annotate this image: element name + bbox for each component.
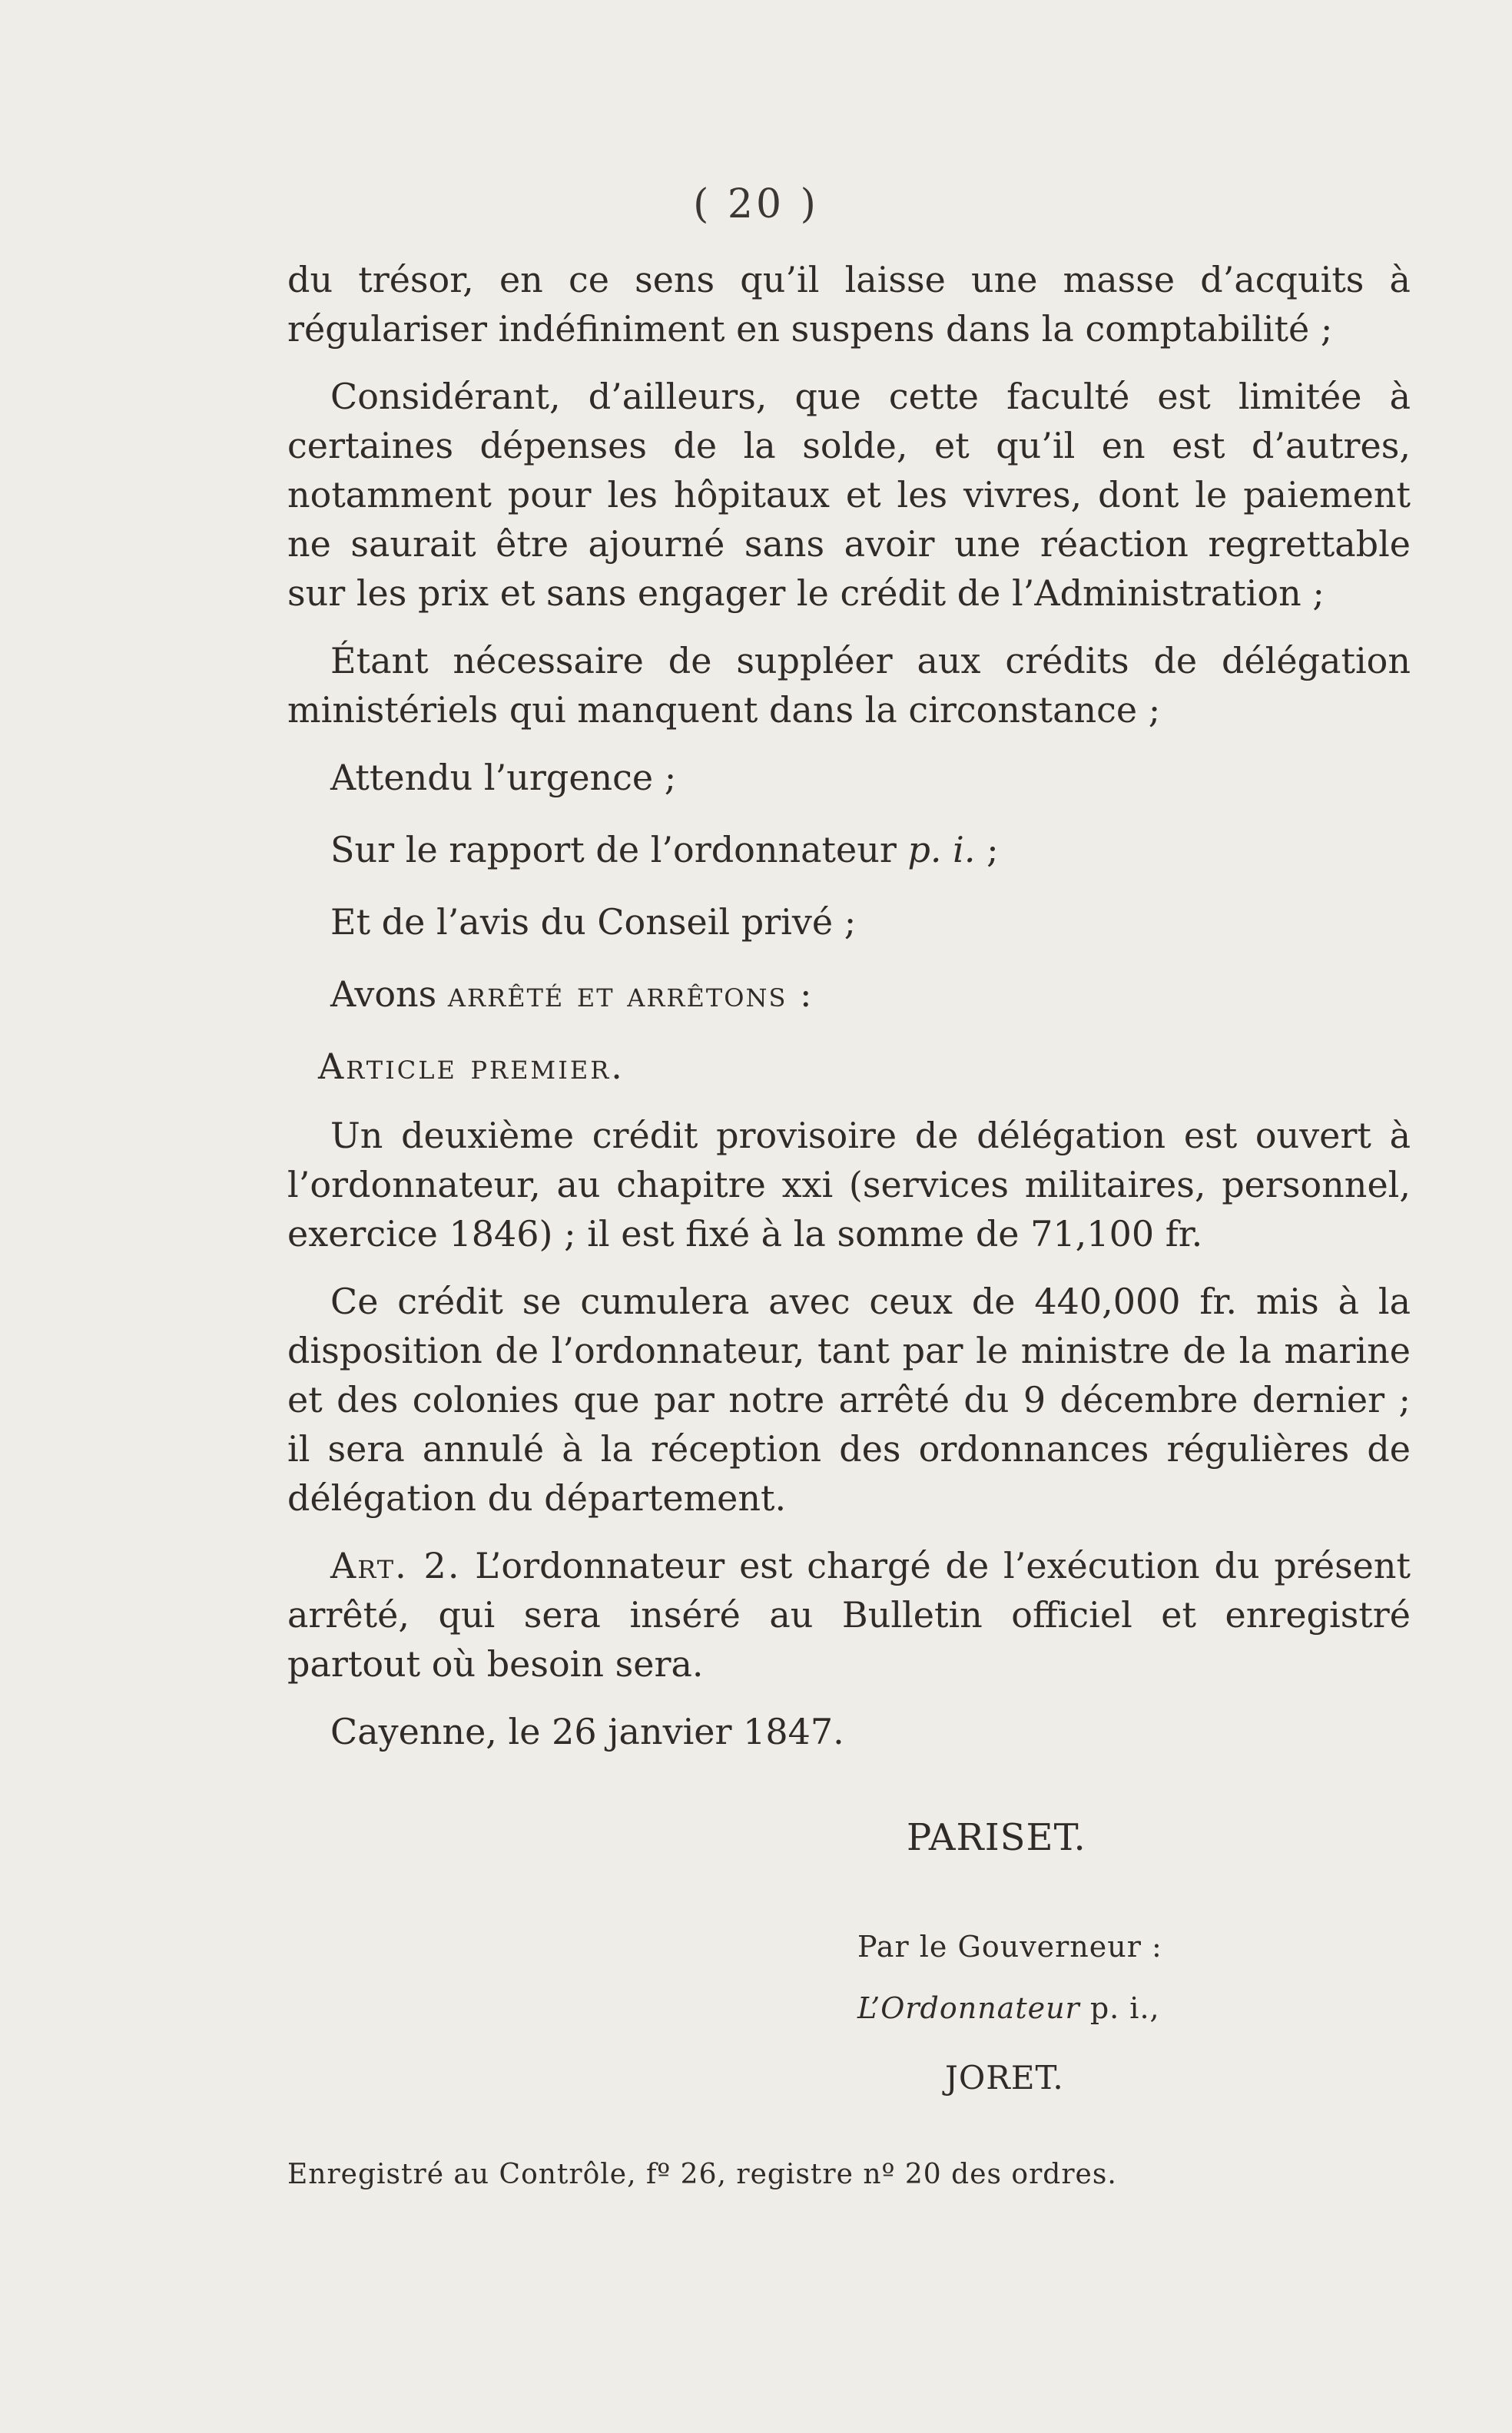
paragraph: Considérant, d’ailleurs, que cette faculté est limitée à certaines dépenses de la solde, et qu’il en est d’autres, notamment pour les hôpitaux et les vivres, dont le paiement ne saurait être ajourné sans avoir une réaction regrettable sur les prix et sans engager le crédit de l’Administration ;	[287, 376, 1411, 614]
ordonnateur-line	[857, 1991, 1160, 2025]
document-body	[287, 255, 1411, 1775]
article-label: Art. 2.	[330, 1545, 461, 1586]
paragraph: Cayenne, le 26 janvier 1847.	[330, 1711, 844, 1752]
paragraph: Attendu l’urgence ;	[330, 757, 677, 798]
paragraph-text: ;	[975, 829, 999, 870]
paragraph-text: Avons	[330, 973, 437, 1015]
paragraph-smallcaps-text: arrêté et arrêtons :	[447, 973, 814, 1015]
paragraph: Et de l’avis du Conseil privé ;	[330, 901, 857, 943]
paragraph	[287, 1541, 1411, 1689]
paragraph: du trésor, en ce sens qu’il laisse une masse d’acquits à régulariser indéfiniment en suspens dans la comptabilité ;	[287, 259, 1411, 350]
registration-note: Enregistré au Contrôle, fº 26, registre nº 20 des ordres.	[287, 2159, 1117, 2190]
ordonnateur-title: L’Ordonnateur	[857, 1991, 1080, 2025]
paragraph-text: L’ordonnateur est chargé de l’exécution du présent arrêté, qui sera inséré au Bulletin officiel et enregistré partout où besoin sera.	[287, 1545, 1411, 1685]
article-heading: Article premier.	[318, 1046, 625, 1087]
paragraph-italic-text: p. i.	[907, 829, 976, 870]
ordonnateur-suffix: p. i.,	[1079, 1991, 1160, 2025]
page-number: ( 20 )	[693, 181, 819, 227]
paragraph-text: Sur le rapport de l’ordonnateur	[330, 829, 908, 870]
paragraph: Un deuxième crédit provisoire de délégation est ouvert à l’ordonnateur, au chapitre xxi (services militaires, personnel, exercice 1846) ; il est fixé à la somme de 71,100 fr.	[287, 1115, 1411, 1255]
by-governor-line: Par le Gouverneur :	[857, 1930, 1162, 1964]
signer-name: PARISET.	[907, 1816, 1086, 1859]
ordonnateur-name: JORET.	[945, 2059, 1064, 2097]
paragraph: Ce crédit se cumulera avec ceux de 440,000 fr. mis à la disposition de l’ordonnateur, tant par le ministre de la marine et des colonies que par notre arrêté du 9 décembre dernier ; il sera annulé à la réception des ordonnances régulières de délégation du département.	[287, 1281, 1411, 1519]
paragraph: Étant nécessaire de suppléer aux crédits de délégation ministériels qui manquent dans la circonstance ;	[287, 640, 1411, 731]
paragraph	[287, 970, 1411, 1019]
paragraph	[287, 825, 1411, 874]
